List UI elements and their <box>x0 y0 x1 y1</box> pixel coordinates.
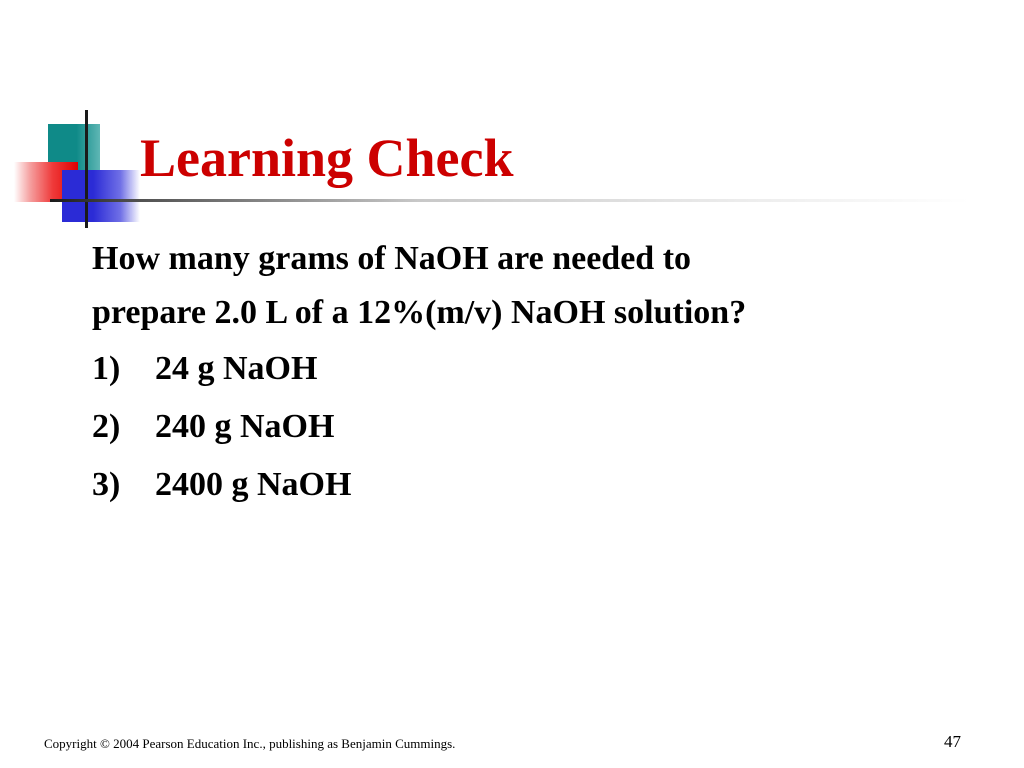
answer-option-1 <box>92 340 992 398</box>
option-number: 3) <box>92 466 121 503</box>
option-text: 240 g NaOH <box>155 408 335 445</box>
logo-blue-square <box>62 170 140 222</box>
title-underline <box>50 199 970 202</box>
option-number: 1) <box>92 350 121 387</box>
question-line: prepare 2.0 L of a 12%(m/v) NaOH solution? <box>92 294 747 331</box>
slide-title: Learning Check <box>140 128 514 188</box>
answer-options <box>92 340 992 514</box>
slide-body <box>92 232 992 514</box>
option-text: 2400 g NaOH <box>155 466 352 503</box>
answer-option-2 <box>92 398 992 456</box>
answer-option-3 <box>92 456 992 514</box>
option-text: 24 g NaOH <box>155 350 318 387</box>
logo-vertical-line <box>85 110 88 228</box>
page-number: 47 <box>944 732 961 751</box>
footer-copyright: Copyright © 2004 Pearson Education Inc., publishing as Benjamin Cummings. <box>44 736 456 751</box>
question-line: How many grams of NaOH are needed to <box>92 240 692 277</box>
option-number: 2) <box>92 408 121 445</box>
